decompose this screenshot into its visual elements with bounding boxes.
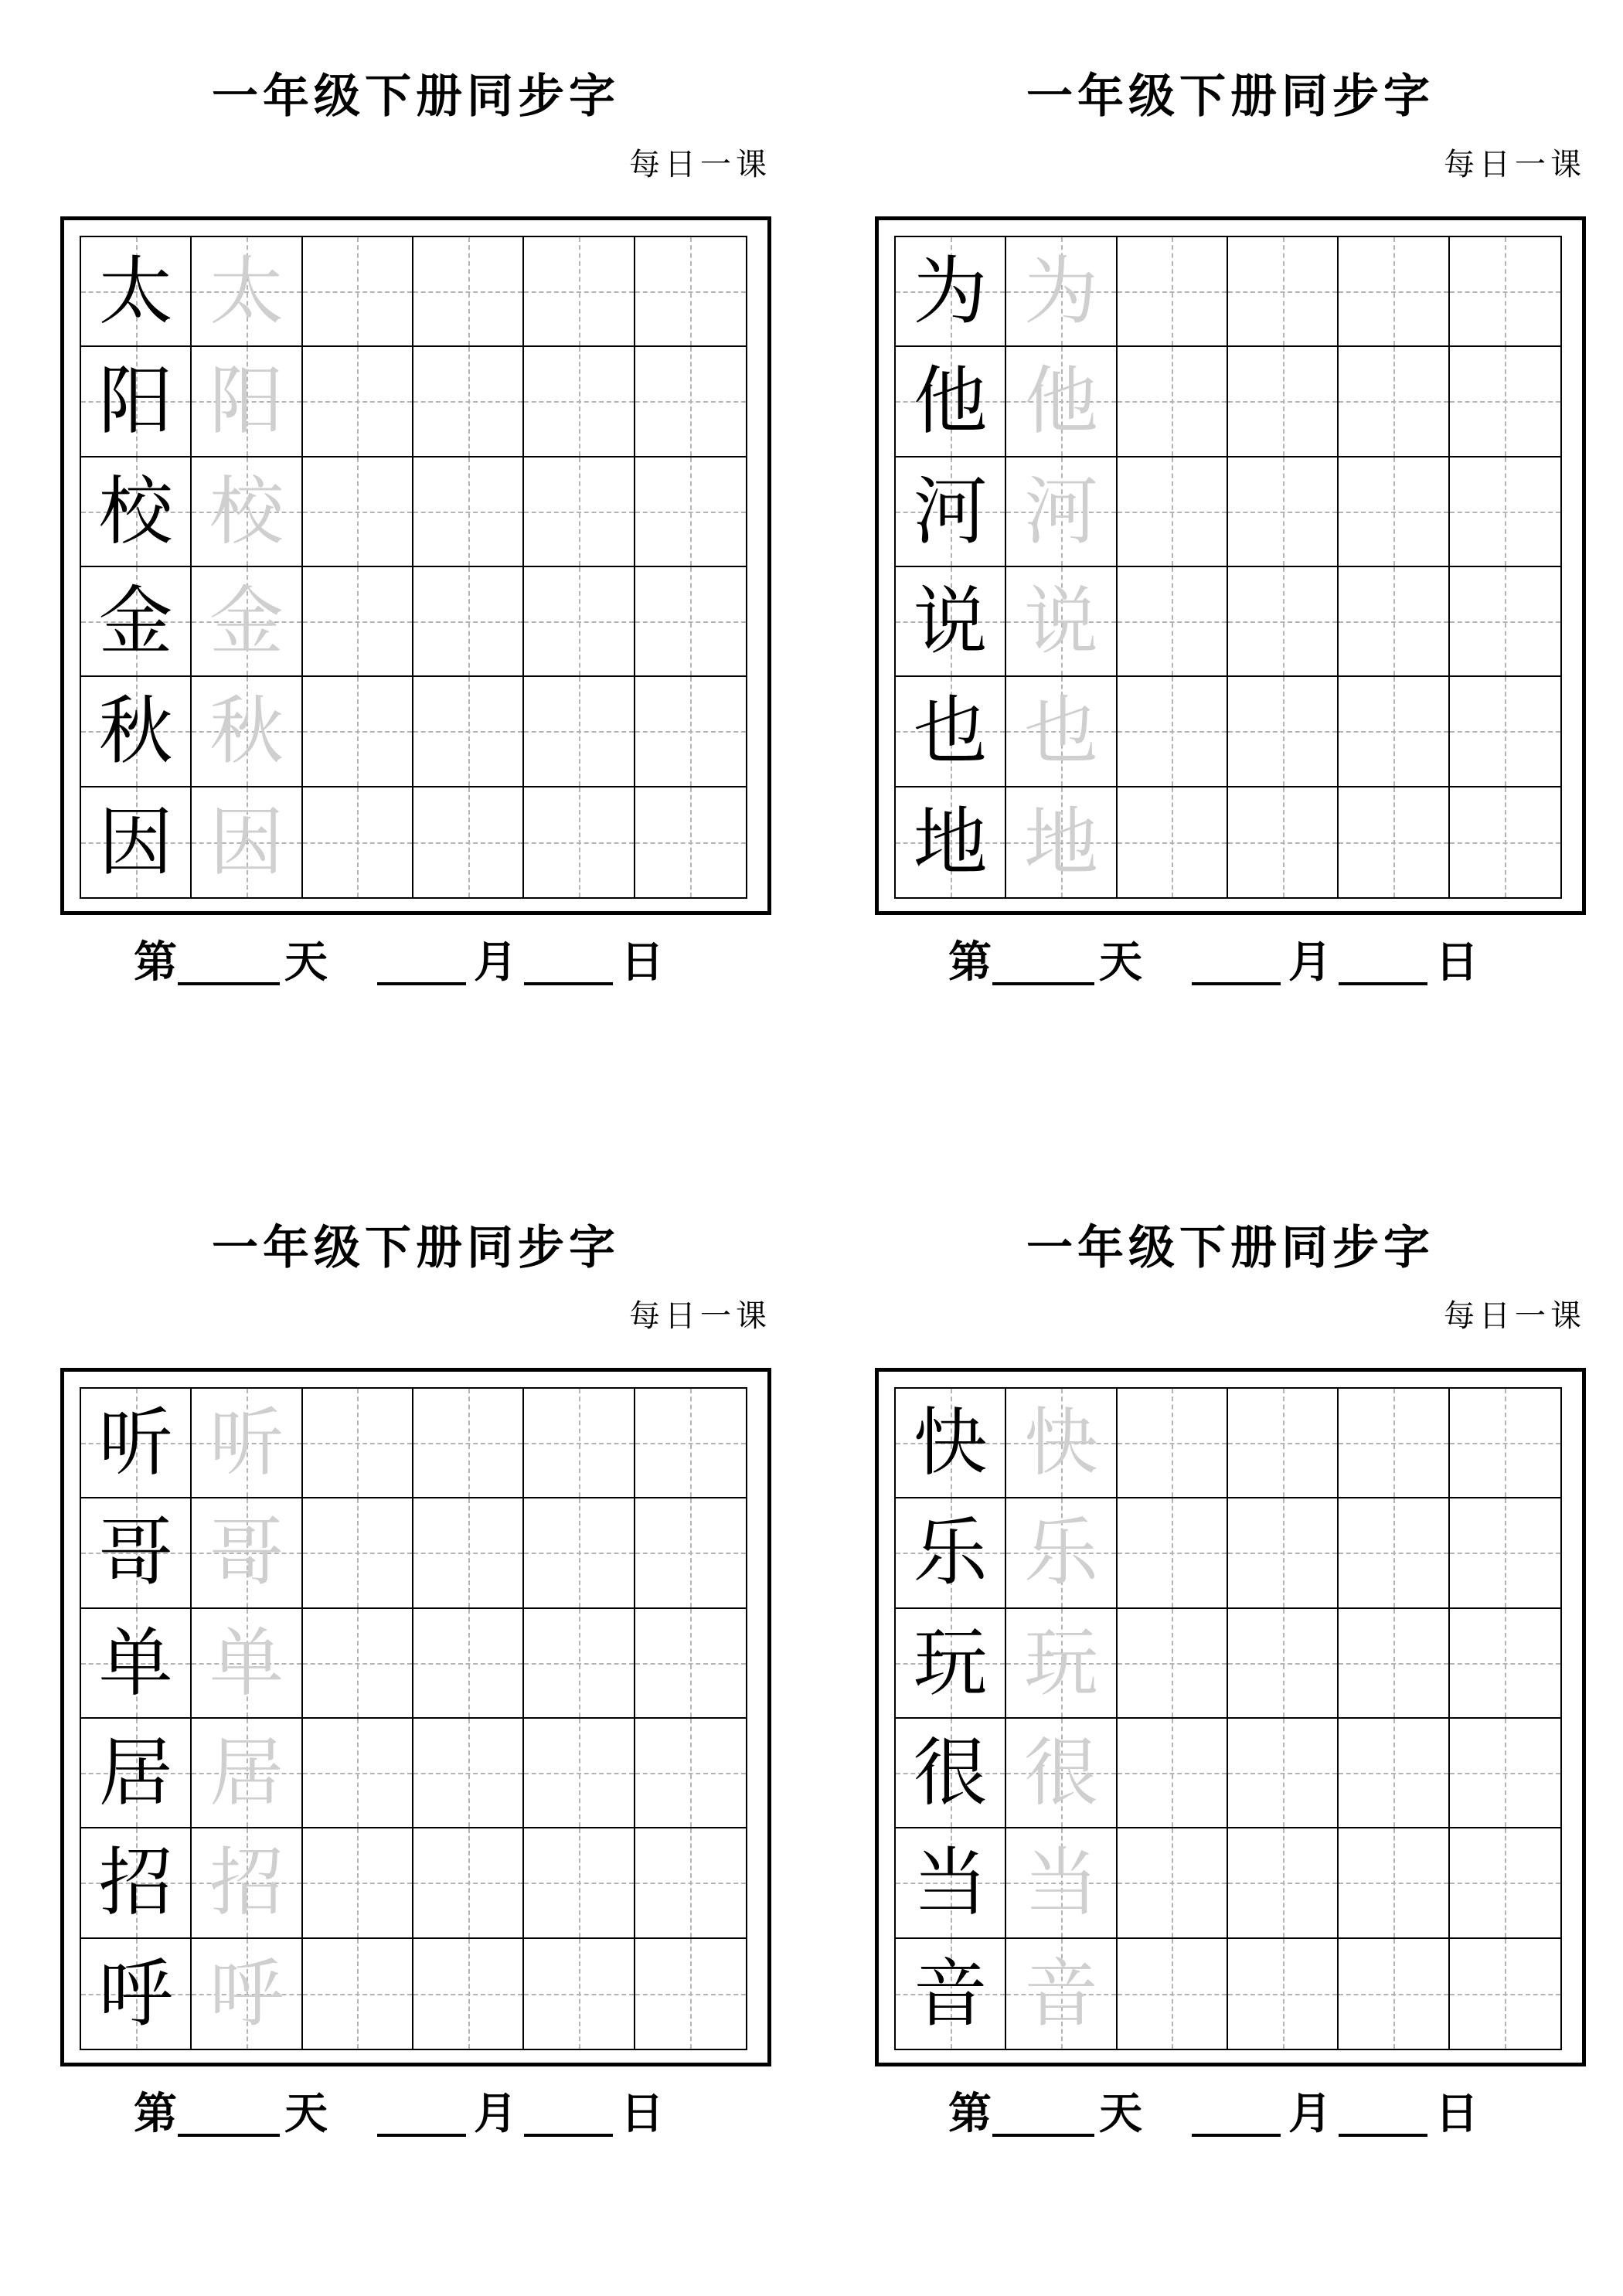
date-footer bbox=[875, 2083, 1586, 2145]
writing-cell[interactable] bbox=[524, 1389, 635, 1498]
model-cell bbox=[81, 1609, 192, 1719]
model-character: 乐 bbox=[913, 1509, 988, 1597]
model-character: 音 bbox=[913, 1950, 988, 2037]
writing-cell[interactable] bbox=[1450, 1719, 1560, 1828]
trace-character: 很 bbox=[1023, 1730, 1098, 1817]
writing-cell[interactable] bbox=[1228, 1609, 1339, 1719]
model-character: 因 bbox=[98, 798, 173, 886]
model-character: 阳 bbox=[98, 358, 173, 445]
writing-cell[interactable] bbox=[1118, 237, 1228, 347]
writing-cell[interactable] bbox=[1339, 1828, 1449, 1938]
practice-grid bbox=[894, 236, 1562, 899]
grid-frame bbox=[60, 216, 771, 915]
writing-cell[interactable] bbox=[635, 677, 746, 787]
writing-cell[interactable] bbox=[413, 1389, 524, 1498]
writing-cell[interactable] bbox=[303, 237, 413, 347]
trace-character: 说 bbox=[1023, 578, 1098, 665]
model-cell bbox=[896, 1609, 1006, 1719]
writing-cell[interactable] bbox=[1228, 1719, 1339, 1828]
model-character: 他 bbox=[913, 358, 988, 445]
writing-cell[interactable] bbox=[1118, 1498, 1228, 1608]
grid-frame bbox=[875, 216, 1586, 915]
trace-character: 秋 bbox=[209, 688, 284, 775]
trace-cell bbox=[1006, 677, 1117, 787]
writing-cell[interactable] bbox=[303, 347, 413, 457]
writing-cell[interactable] bbox=[524, 787, 635, 897]
trace-character: 玩 bbox=[1023, 1619, 1098, 1706]
model-cell bbox=[81, 677, 192, 787]
model-cell bbox=[81, 1389, 192, 1498]
writing-cell[interactable] bbox=[413, 677, 524, 787]
trace-character: 音 bbox=[1023, 1950, 1098, 2037]
month-unit-label: 月 bbox=[1288, 2088, 1332, 2139]
date-footer bbox=[60, 2083, 771, 2145]
day-unit-label: 天 bbox=[1099, 937, 1142, 988]
trace-cell bbox=[192, 1939, 302, 2049]
writing-cell[interactable] bbox=[635, 1828, 746, 1938]
practice-grid bbox=[80, 236, 747, 899]
writing-cell[interactable] bbox=[1228, 567, 1339, 677]
trace-character: 为 bbox=[1023, 248, 1098, 335]
practice-grid bbox=[80, 1387, 747, 2050]
model-cell bbox=[896, 567, 1006, 677]
sheet-title: 一年级下册同步字 bbox=[212, 70, 620, 124]
practice-sheet bbox=[60, 0, 771, 988]
date-footer bbox=[60, 931, 771, 993]
writing-cell[interactable] bbox=[1450, 1939, 1560, 2049]
sheet-subtitle: 每日一课 bbox=[629, 147, 771, 182]
writing-cell[interactable] bbox=[1450, 1828, 1560, 1938]
model-character: 校 bbox=[98, 468, 173, 555]
writing-cell[interactable] bbox=[635, 1939, 746, 2049]
model-character: 当 bbox=[913, 1839, 988, 1927]
writing-cell[interactable] bbox=[1450, 787, 1560, 897]
day-number-blank[interactable] bbox=[178, 2134, 280, 2137]
writing-cell[interactable] bbox=[1450, 457, 1560, 567]
writing-cell[interactable] bbox=[413, 457, 524, 567]
writing-cell[interactable] bbox=[635, 1498, 746, 1608]
writing-cell[interactable] bbox=[524, 347, 635, 457]
writing-cell[interactable] bbox=[1339, 677, 1449, 787]
writing-cell[interactable] bbox=[1339, 1609, 1449, 1719]
trace-cell bbox=[1006, 457, 1117, 567]
writing-cell[interactable] bbox=[524, 457, 635, 567]
writing-cell[interactable] bbox=[413, 237, 524, 347]
grid-frame bbox=[875, 1368, 1586, 2066]
writing-cell[interactable] bbox=[635, 457, 746, 567]
trace-character: 地 bbox=[1023, 798, 1098, 886]
trace-cell bbox=[192, 677, 302, 787]
trace-cell bbox=[192, 787, 302, 897]
writing-cell[interactable] bbox=[1118, 1609, 1228, 1719]
model-cell bbox=[896, 1498, 1006, 1608]
model-character: 呼 bbox=[98, 1950, 173, 2037]
trace-cell bbox=[1006, 1498, 1117, 1608]
writing-cell[interactable] bbox=[303, 1498, 413, 1608]
writing-cell[interactable] bbox=[1228, 1828, 1339, 1938]
writing-cell[interactable] bbox=[303, 567, 413, 677]
trace-character: 校 bbox=[209, 468, 284, 555]
month-unit-label: 月 bbox=[474, 937, 517, 988]
trace-character: 乐 bbox=[1023, 1509, 1098, 1597]
writing-cell[interactable] bbox=[1228, 1498, 1339, 1608]
trace-character: 居 bbox=[209, 1730, 284, 1817]
writing-cell[interactable] bbox=[1450, 567, 1560, 677]
date-unit-label: 日 bbox=[621, 937, 664, 988]
writing-cell[interactable] bbox=[524, 1609, 635, 1719]
writing-cell[interactable] bbox=[524, 1828, 635, 1938]
writing-cell[interactable] bbox=[1118, 677, 1228, 787]
trace-character: 也 bbox=[1023, 688, 1098, 775]
sheet-title: 一年级下册同步字 bbox=[1026, 1221, 1434, 1275]
trace-cell bbox=[192, 237, 302, 347]
model-character: 金 bbox=[98, 578, 173, 665]
trace-cell bbox=[1006, 567, 1117, 677]
model-cell bbox=[896, 347, 1006, 457]
practice-sheet bbox=[875, 0, 1586, 988]
date-blank[interactable] bbox=[1339, 982, 1427, 985]
writing-cell[interactable] bbox=[303, 1389, 413, 1498]
model-cell bbox=[81, 787, 192, 897]
writing-cell[interactable] bbox=[635, 237, 746, 347]
model-cell bbox=[81, 1498, 192, 1608]
writing-cell[interactable] bbox=[524, 1498, 635, 1608]
writing-cell[interactable] bbox=[413, 567, 524, 677]
writing-cell[interactable] bbox=[635, 567, 746, 677]
writing-cell[interactable] bbox=[1450, 237, 1560, 347]
trace-cell bbox=[1006, 1719, 1117, 1828]
sheet-subtitle: 每日一课 bbox=[1444, 147, 1586, 182]
trace-cell bbox=[192, 1828, 302, 1938]
writing-cell[interactable] bbox=[1339, 1498, 1449, 1608]
trace-cell bbox=[1006, 1828, 1117, 1938]
writing-cell[interactable] bbox=[1450, 1609, 1560, 1719]
writing-cell[interactable] bbox=[1450, 677, 1560, 787]
trace-character: 因 bbox=[209, 798, 284, 886]
writing-cell[interactable] bbox=[303, 1828, 413, 1938]
writing-cell[interactable] bbox=[303, 677, 413, 787]
writing-cell[interactable] bbox=[524, 1719, 635, 1828]
writing-cell[interactable] bbox=[1118, 1719, 1228, 1828]
model-cell bbox=[896, 237, 1006, 347]
writing-cell[interactable] bbox=[1228, 677, 1339, 787]
writing-cell[interactable] bbox=[1339, 457, 1449, 567]
trace-character: 招 bbox=[209, 1839, 284, 1927]
day-number-blank[interactable] bbox=[992, 2134, 1094, 2137]
model-cell bbox=[896, 1389, 1006, 1498]
model-character: 快 bbox=[913, 1400, 988, 1487]
writing-cell[interactable] bbox=[1228, 787, 1339, 897]
day-prefix-label: 第 bbox=[134, 937, 177, 988]
writing-cell[interactable] bbox=[1118, 567, 1228, 677]
model-cell bbox=[896, 457, 1006, 567]
model-cell bbox=[81, 237, 192, 347]
month-blank[interactable] bbox=[377, 2134, 466, 2137]
model-character: 听 bbox=[98, 1400, 173, 1487]
writing-cell[interactable] bbox=[635, 1389, 746, 1498]
model-cell bbox=[81, 1828, 192, 1938]
writing-cell[interactable] bbox=[1118, 1389, 1228, 1498]
month-blank[interactable] bbox=[377, 982, 466, 985]
trace-cell bbox=[192, 1609, 302, 1719]
practice-sheet bbox=[875, 1151, 1586, 2139]
model-cell bbox=[81, 347, 192, 457]
writing-cell[interactable] bbox=[635, 347, 746, 457]
day-number-blank[interactable] bbox=[178, 982, 280, 985]
sheet-title: 一年级下册同步字 bbox=[212, 1221, 620, 1275]
writing-cell[interactable] bbox=[1339, 1719, 1449, 1828]
date-unit-label: 日 bbox=[621, 2088, 664, 2139]
writing-cell[interactable] bbox=[1118, 787, 1228, 897]
trace-cell bbox=[1006, 1939, 1117, 2049]
trace-character: 河 bbox=[1023, 468, 1098, 555]
writing-cell[interactable] bbox=[413, 1719, 524, 1828]
month-blank[interactable] bbox=[1192, 982, 1281, 985]
trace-cell bbox=[192, 567, 302, 677]
writing-cell[interactable] bbox=[413, 347, 524, 457]
model-cell bbox=[896, 1828, 1006, 1938]
day-unit-label: 天 bbox=[284, 2088, 328, 2139]
writing-cell[interactable] bbox=[1339, 787, 1449, 897]
trace-cell bbox=[1006, 1609, 1117, 1719]
model-character: 也 bbox=[913, 688, 988, 775]
trace-cell bbox=[1006, 1389, 1117, 1498]
model-character: 地 bbox=[913, 798, 988, 886]
date-blank[interactable] bbox=[1339, 2134, 1427, 2137]
writing-cell[interactable] bbox=[1228, 347, 1339, 457]
writing-cell[interactable] bbox=[303, 1609, 413, 1719]
writing-cell[interactable] bbox=[413, 1828, 524, 1938]
writing-cell[interactable] bbox=[1118, 457, 1228, 567]
month-blank[interactable] bbox=[1192, 2134, 1281, 2137]
model-cell bbox=[81, 567, 192, 677]
trace-cell bbox=[192, 347, 302, 457]
model-cell bbox=[81, 1939, 192, 2049]
writing-cell[interactable] bbox=[1339, 567, 1449, 677]
trace-character: 哥 bbox=[209, 1509, 284, 1597]
writing-cell[interactable] bbox=[1450, 1498, 1560, 1608]
grid-frame bbox=[60, 1368, 771, 2066]
writing-cell[interactable] bbox=[1228, 1939, 1339, 2049]
writing-cell[interactable] bbox=[1118, 1939, 1228, 2049]
writing-cell[interactable] bbox=[524, 237, 635, 347]
writing-cell[interactable] bbox=[524, 1939, 635, 2049]
trace-cell bbox=[1006, 347, 1117, 457]
trace-cell bbox=[192, 1498, 302, 1608]
writing-cell[interactable] bbox=[303, 1719, 413, 1828]
day-number-blank[interactable] bbox=[992, 982, 1094, 985]
model-cell bbox=[896, 787, 1006, 897]
trace-cell bbox=[192, 457, 302, 567]
day-prefix-label: 第 bbox=[134, 2088, 177, 2139]
day-unit-label: 天 bbox=[284, 937, 328, 988]
model-character: 居 bbox=[98, 1730, 173, 1817]
writing-cell[interactable] bbox=[1339, 347, 1449, 457]
writing-cell[interactable] bbox=[1450, 347, 1560, 457]
model-cell bbox=[81, 1719, 192, 1828]
model-character: 很 bbox=[913, 1730, 988, 1817]
sheet-title: 一年级下册同步字 bbox=[1026, 70, 1434, 124]
date-footer bbox=[875, 931, 1586, 993]
sheet-subtitle: 每日一课 bbox=[629, 1298, 771, 1334]
writing-cell[interactable] bbox=[303, 457, 413, 567]
sheet-subtitle: 每日一课 bbox=[1444, 1298, 1586, 1334]
writing-cell[interactable] bbox=[524, 567, 635, 677]
writing-cell[interactable] bbox=[413, 787, 524, 897]
writing-cell[interactable] bbox=[1339, 237, 1449, 347]
model-character: 招 bbox=[98, 1839, 173, 1927]
writing-cell[interactable] bbox=[413, 1939, 524, 2049]
writing-cell[interactable] bbox=[413, 1498, 524, 1608]
writing-cell[interactable] bbox=[635, 1719, 746, 1828]
writing-cell[interactable] bbox=[1118, 347, 1228, 457]
month-unit-label: 月 bbox=[474, 2088, 517, 2139]
writing-cell[interactable] bbox=[303, 787, 413, 897]
model-character: 玩 bbox=[913, 1619, 988, 1706]
writing-cell[interactable] bbox=[1228, 457, 1339, 567]
trace-cell bbox=[1006, 787, 1117, 897]
trace-character: 当 bbox=[1023, 1839, 1098, 1927]
model-character: 太 bbox=[98, 248, 173, 335]
date-blank[interactable] bbox=[524, 2134, 613, 2137]
trace-cell bbox=[192, 1389, 302, 1498]
trace-cell bbox=[192, 1719, 302, 1828]
writing-cell[interactable] bbox=[1228, 237, 1339, 347]
model-cell bbox=[81, 457, 192, 567]
model-character: 秋 bbox=[98, 688, 173, 775]
writing-cell[interactable] bbox=[303, 1939, 413, 2049]
model-cell bbox=[896, 677, 1006, 787]
writing-cell[interactable] bbox=[524, 677, 635, 787]
model-character: 河 bbox=[913, 468, 988, 555]
trace-character: 金 bbox=[209, 578, 284, 665]
model-character: 哥 bbox=[98, 1509, 173, 1597]
writing-cell[interactable] bbox=[1228, 1389, 1339, 1498]
writing-cell[interactable] bbox=[635, 1609, 746, 1719]
trace-character: 他 bbox=[1023, 358, 1098, 445]
trace-character: 呼 bbox=[209, 1950, 284, 2037]
trace-character: 听 bbox=[209, 1400, 284, 1487]
trace-character: 阳 bbox=[209, 358, 284, 445]
date-blank[interactable] bbox=[524, 982, 613, 985]
trace-character: 单 bbox=[209, 1619, 284, 1706]
day-unit-label: 天 bbox=[1099, 2088, 1142, 2139]
writing-cell[interactable] bbox=[1450, 1389, 1560, 1498]
date-unit-label: 日 bbox=[1435, 2088, 1478, 2139]
date-unit-label: 日 bbox=[1435, 937, 1478, 988]
trace-character: 快 bbox=[1023, 1400, 1098, 1487]
month-unit-label: 月 bbox=[1288, 937, 1332, 988]
writing-cell[interactable] bbox=[1118, 1828, 1228, 1938]
model-cell bbox=[896, 1939, 1006, 2049]
writing-cell[interactable] bbox=[1339, 1939, 1449, 2049]
trace-character: 太 bbox=[209, 248, 284, 335]
day-prefix-label: 第 bbox=[948, 937, 992, 988]
model-character: 说 bbox=[913, 578, 988, 665]
writing-cell[interactable] bbox=[413, 1609, 524, 1719]
model-cell bbox=[896, 1719, 1006, 1828]
practice-grid bbox=[894, 1387, 1562, 2050]
model-character: 单 bbox=[98, 1619, 173, 1706]
model-character: 为 bbox=[913, 248, 988, 335]
practice-sheet bbox=[60, 1151, 771, 2139]
writing-cell[interactable] bbox=[1339, 1389, 1449, 1498]
trace-cell bbox=[1006, 237, 1117, 347]
day-prefix-label: 第 bbox=[948, 2088, 992, 2139]
writing-cell[interactable] bbox=[635, 787, 746, 897]
